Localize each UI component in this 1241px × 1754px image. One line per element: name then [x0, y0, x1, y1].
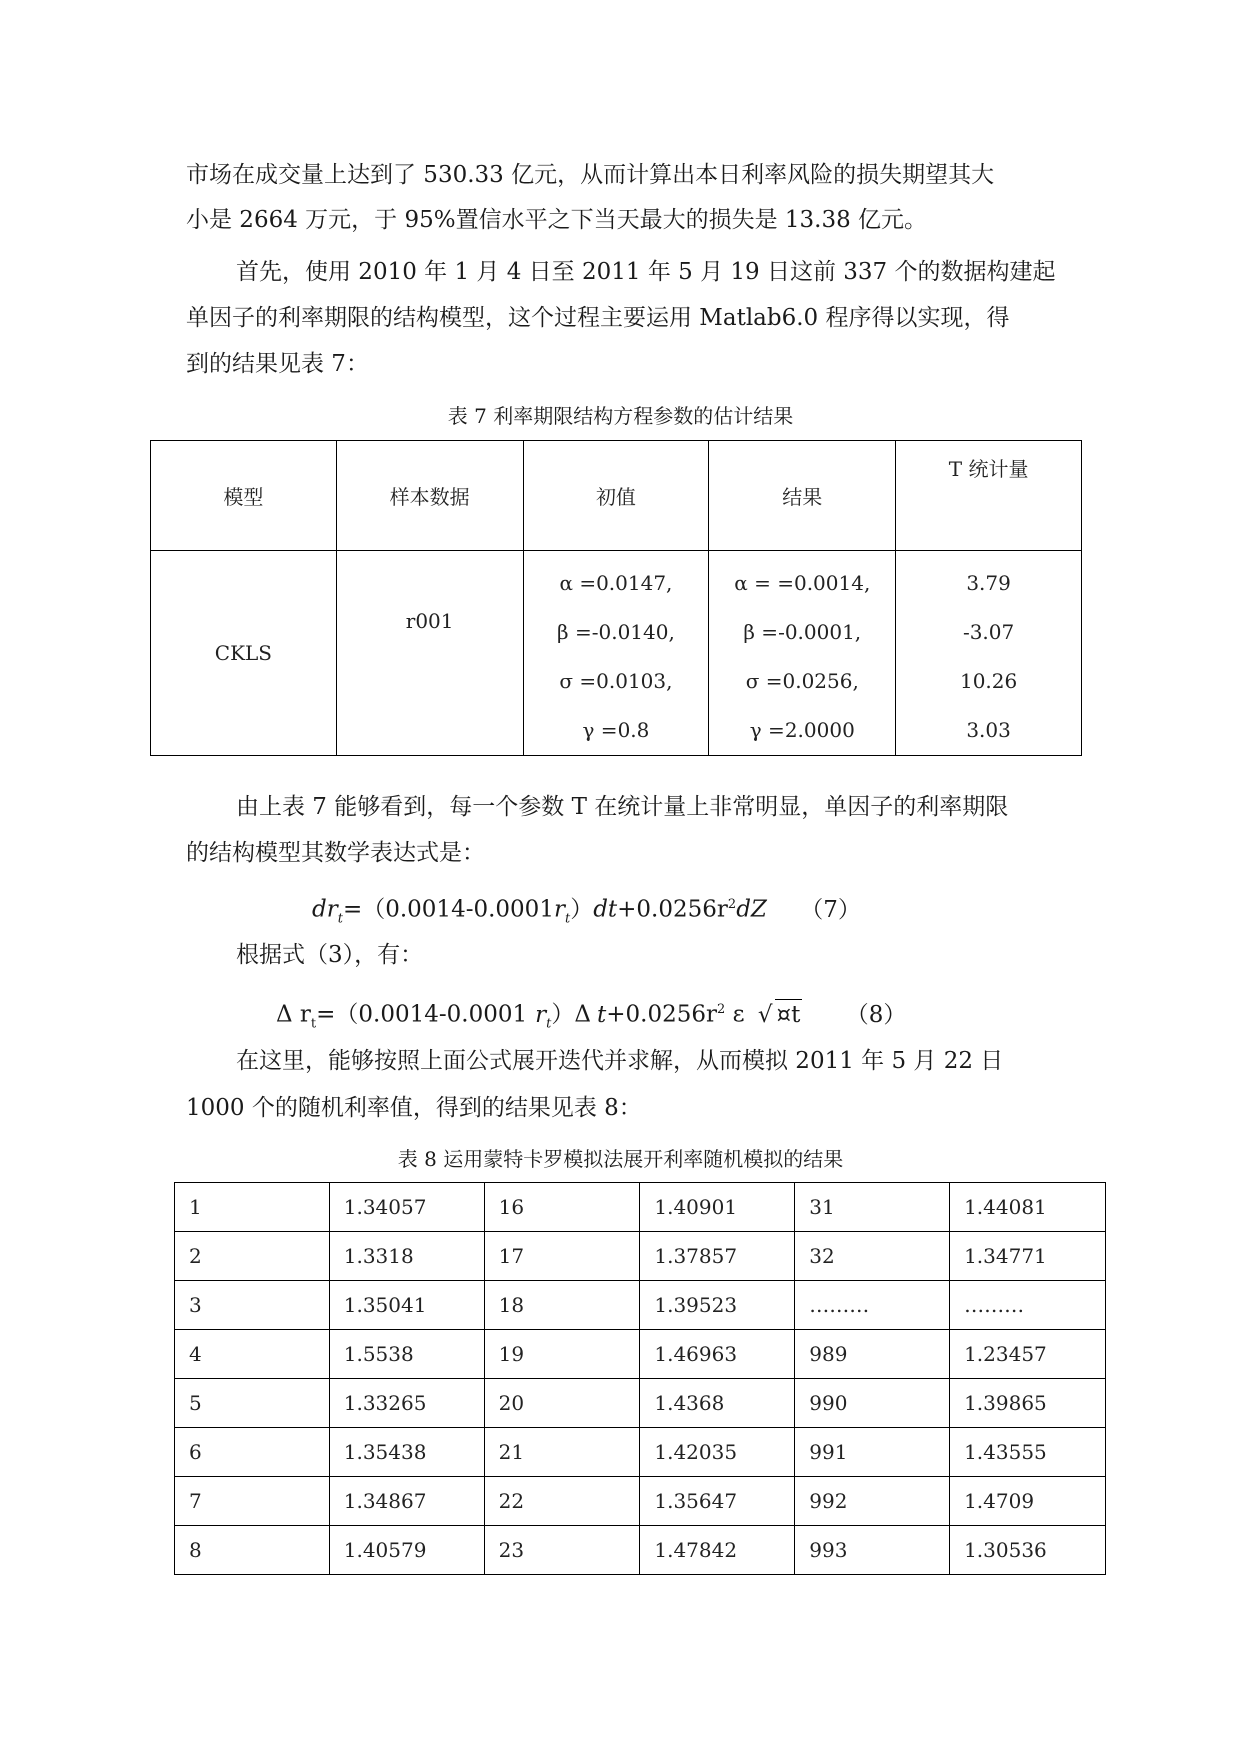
table8-cell: 1.35438: [329, 1428, 484, 1477]
table8-cell: 1.35041: [329, 1281, 484, 1330]
table7-tstat-value: 3.03: [966, 718, 1011, 742]
formula-sqrt-body: ¤t: [775, 999, 803, 1030]
paragraph-line: 单因子的利率期限的结构模型，这个过程主要运用 Matlab6.0 程序得以实现，得: [186, 305, 1010, 331]
table8-cell: 991: [795, 1428, 950, 1477]
table8-row: [175, 1232, 1106, 1281]
table8-cell: 1.34771: [950, 1232, 1106, 1281]
table7-result-cell: [709, 551, 896, 756]
table8-cell: 2: [175, 1232, 330, 1281]
table7-result-beta: β =-0.0001,: [743, 620, 862, 644]
table7-initial-beta: β =-0.0140,: [557, 620, 675, 644]
table7-header-cell: 模型: [151, 441, 337, 551]
table7-tstat-value: 3.79: [966, 571, 1011, 595]
table8-cell: 17: [484, 1232, 640, 1281]
table8-cell: 21: [484, 1428, 640, 1477]
table8-cell: 1.39865: [950, 1379, 1106, 1428]
table8-cell: 1.23457: [950, 1330, 1106, 1379]
paragraph-line: 在这里，能够按照上面公式展开迭代并求解，从而模拟 2011 年 5 月 22 日: [236, 1048, 1004, 1074]
table8-cell: 992: [795, 1477, 950, 1526]
paragraph-line: 的结构模型其数学表达式是：: [186, 840, 485, 866]
table7-caption: 表 7 利率期限结构方程参数的估计结果: [447, 404, 794, 428]
table8-cell: 23: [484, 1526, 640, 1575]
paragraph-line: 首先，使用 2010 年 1 月 4 日至 2011 年 5 月 19 日这前 337 个的数据构建起: [236, 259, 1056, 285]
table8-cell: 6: [175, 1428, 330, 1477]
table8-row: [175, 1477, 1106, 1526]
table8-cell: 1.44081: [950, 1183, 1106, 1232]
table8-cell: 1.3318: [329, 1232, 484, 1281]
table8-cell: 1.4368: [640, 1379, 795, 1428]
formula-subscript: t: [564, 911, 571, 927]
table7-data-row: [151, 551, 1082, 756]
formula-term: t: [597, 1001, 607, 1028]
table7-initial-gamma: γ =0.8: [582, 718, 650, 742]
table8-cell: ………: [795, 1281, 950, 1330]
table7: [150, 440, 1082, 756]
formula-term: +0.0256r: [606, 1001, 718, 1028]
table8-cell: 1.30536: [950, 1526, 1106, 1575]
paragraph-line: 到的结果见表 7：: [186, 351, 369, 377]
paragraph-line: 市场在成交量上达到了 530.33 亿元，从而计算出本日利率风险的损失期望其大: [186, 162, 995, 188]
table8-cell: 1.42035: [640, 1428, 795, 1477]
formula-term: =（0.0014-0.0001: [342, 896, 554, 923]
table8-cell: 1.40579: [329, 1526, 484, 1575]
table8-cell: 1.40901: [640, 1183, 795, 1232]
formula-8: [276, 995, 906, 1039]
table8-cell: 18: [484, 1281, 640, 1330]
paragraph-line: 根据式（3），有：: [236, 942, 424, 968]
table7-result-gamma: γ =2.0000: [749, 718, 855, 742]
formula-superscript: 2: [727, 897, 737, 912]
table7-tstat-cell: [896, 551, 1082, 756]
table7-tstat-value: 10.26: [959, 669, 1018, 693]
formula-term: dt: [593, 896, 618, 923]
table8-cell: 1.37857: [640, 1232, 795, 1281]
table8-cell: 3: [175, 1281, 330, 1330]
table8-row: [175, 1379, 1106, 1428]
table8-cell: 1.39523: [640, 1281, 795, 1330]
formula-term: Δ r: [276, 1001, 311, 1028]
table7-tstat-value: -3.07: [962, 620, 1015, 644]
table7-result-alpha: α = =0.0014,: [734, 571, 871, 595]
table8-cell: 1.43555: [950, 1428, 1106, 1477]
paragraph-line: 小是 2664 万元，于 95%置信水平之下当天最大的损失是 13.38 亿元。: [186, 207, 928, 233]
table8: [174, 1182, 1106, 1575]
table8-cell: 22: [484, 1477, 640, 1526]
table8-cell: 31: [795, 1183, 950, 1232]
formula-term: dZ: [736, 896, 767, 923]
formula-term: ）Δ: [551, 1001, 592, 1028]
formula-term: ε: [725, 1001, 745, 1028]
table8-cell: 1.33265: [329, 1379, 484, 1428]
table8-row: [175, 1428, 1106, 1477]
table8-cell: 1.47842: [640, 1526, 795, 1575]
table7-header-cell: 结果: [709, 441, 896, 551]
table8-cell: 4: [175, 1330, 330, 1379]
formula-term: =（0.0014-0.0001: [316, 1001, 528, 1028]
formula-subscript: t: [546, 1016, 552, 1032]
table7-header-cell: 初值: [523, 441, 709, 551]
table8-cell: 990: [795, 1379, 950, 1428]
formula-term: r: [535, 1001, 547, 1028]
table8-cell: ………: [950, 1281, 1106, 1330]
table7-result-sigma: σ =0.0256,: [745, 669, 859, 693]
table7-header-row: [151, 441, 1082, 551]
formula-term: ）: [570, 896, 594, 923]
formula-7: [312, 890, 861, 934]
table8-cell: 5: [175, 1379, 330, 1428]
paragraph-line: 1000 个的随机利率值，得到的结果见表 8：: [186, 1095, 642, 1121]
table7-initial-sigma: σ =0.0103,: [559, 669, 673, 693]
formula-subscript: t: [337, 911, 343, 927]
table7-header-cell: T 统计量: [896, 441, 1082, 551]
table8-cell: 1.34057: [329, 1183, 484, 1232]
table7-initial-cell: [523, 551, 709, 756]
formula-superscript: 2: [717, 1002, 726, 1017]
formula-subscript: t: [310, 1016, 317, 1032]
table8-cell: 1.46963: [640, 1330, 795, 1379]
table8-row: [175, 1330, 1106, 1379]
table8-cell: 20: [484, 1379, 640, 1428]
formula-term: r: [553, 896, 565, 923]
table8-cell: 993: [795, 1526, 950, 1575]
table8-cell: 16: [484, 1183, 640, 1232]
table8-cell: 1.34867: [329, 1477, 484, 1526]
table8-caption: 表 8 运用蒙特卡罗模拟法展开利率随机模拟的结果: [397, 1147, 844, 1171]
table8-cell: 7: [175, 1477, 330, 1526]
formula-number: （8）: [845, 1001, 907, 1028]
formula-number: （7）: [800, 896, 861, 923]
table8-cell: 19: [484, 1330, 640, 1379]
table8-cell: 32: [795, 1232, 950, 1281]
table8-cell: 1.35647: [640, 1477, 795, 1526]
table7-sample-cell: r001: [336, 551, 523, 756]
table8-row: [175, 1281, 1106, 1330]
sqrt-icon: √: [757, 1001, 773, 1028]
table8-cell: 1.4709: [950, 1477, 1106, 1526]
table8-cell: 989: [795, 1330, 950, 1379]
table7-header-cell: 样本数据: [336, 441, 523, 551]
table7-initial-alpha: α =0.0147,: [559, 571, 673, 595]
table8-row: [175, 1183, 1106, 1232]
table7-model-cell: CKLS: [151, 551, 337, 756]
table8-cell: 1: [175, 1183, 330, 1232]
formula-term: +0.0256r: [617, 896, 728, 923]
paragraph-line: 由上表 7 能够看到，每一个参数 T 在统计量上非常明显，单因子的利率期限: [236, 794, 1009, 820]
table8-row: [175, 1526, 1106, 1575]
table8-cell: 8: [175, 1526, 330, 1575]
formula-term: dr: [312, 896, 338, 923]
table8-cell: 1.5538: [329, 1330, 484, 1379]
